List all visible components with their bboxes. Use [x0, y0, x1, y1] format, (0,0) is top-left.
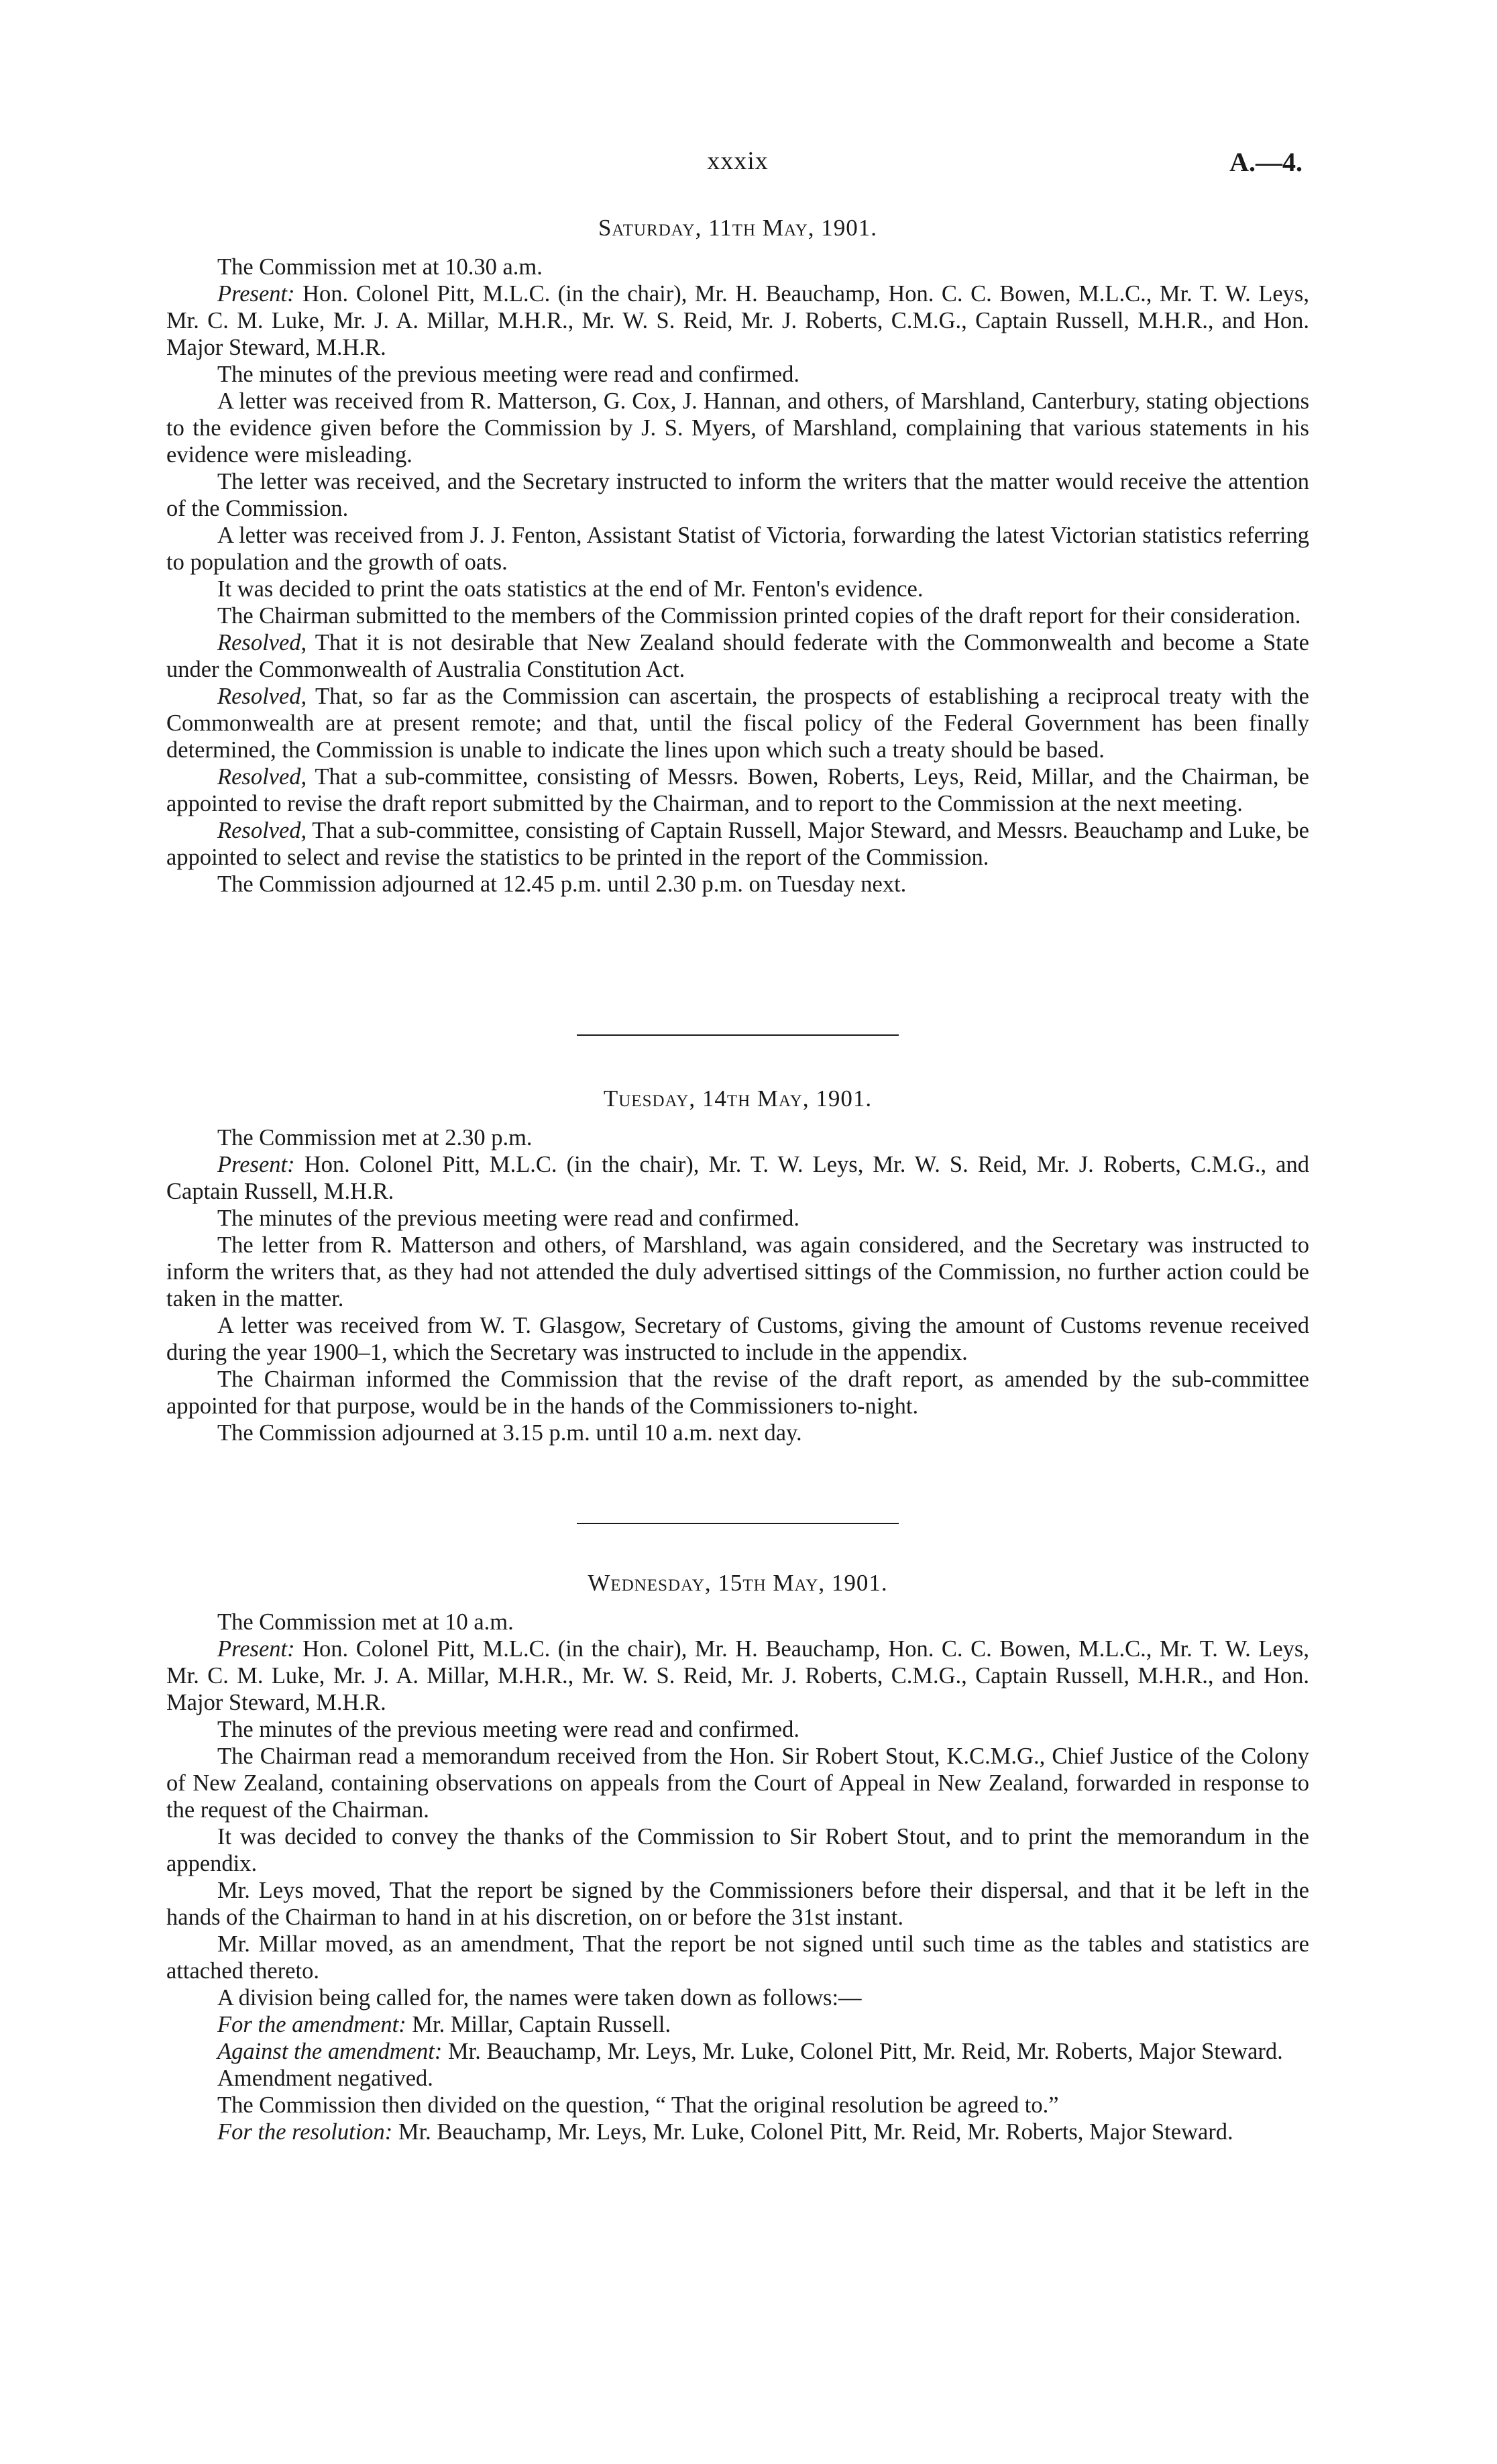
section-heading: Tuesday, 14th May, 1901.	[603, 1085, 873, 1112]
paragraph: A letter was received from J. J. Fenton, Assistant Statist of Victoria, forwarding the latest Victorian statistics referring to population and the growth of oats.	[166, 523, 1309, 575]
section-heading: Saturday, 11th May, 1901.	[598, 215, 878, 241]
paragraph-lead: Present:	[217, 1152, 295, 1177]
paragraph: The minutes of the previous meeting were read and confirmed.	[217, 1206, 799, 1231]
paragraph: Present: Hon. Colonel Pitt, M.L.C. (in the chair), Mr. T. W. Leys, Mr. W. S. Reid, Mr. J. Roberts, C.M.G., and Captain Russell, M.H.R.	[166, 1152, 1309, 1204]
paragraph: Mr. Millar moved, as an amendment, That the report be not signed until such time as the tables and statistics are attached thereto.	[166, 1931, 1309, 1984]
paragraph: Present: Hon. Colonel Pitt, M.L.C. (in the chair), Mr. H. Beauchamp, Hon. C. C. Bowen, M.L.C., Mr. T. W. Leys, Mr. C. M. Luke, Mr. J. A. Millar, M.H.R., Mr. W. S. Reid, Mr. J. Roberts, C.M.G., Captain Russell, M.H.R., and Hon. Major Steward, M.H.R.	[166, 281, 1309, 360]
paragraph: Against the amendment: Mr. Beauchamp, Mr. Leys, Mr. Luke, Colonel Pitt, Mr. Reid, Mr. Roberts, Major Steward.	[217, 2039, 1283, 2064]
paper-reference: A.—4.	[1229, 147, 1302, 177]
paragraph: The Commission met at 2.30 p.m.	[217, 1125, 533, 1150]
page-header	[166, 146, 1309, 180]
section-tuesday	[166, 1085, 1309, 1446]
paragraph: The Chairman informed the Commission that the revise of the draft report, as amended by the sub-committee appointed for that purpose, would be in the hands of the Commissioners to-night.	[166, 1367, 1309, 1419]
paragraph: The minutes of the previous meeting were read and confirmed.	[217, 362, 799, 387]
paragraph: A division being called for, the names were taken down as follows:—	[217, 1985, 862, 2011]
paragraph-lead: Against the amendment:	[217, 2039, 443, 2064]
paragraph: The Commission then divided on the question, “ That the original resolution be agreed to.”	[217, 2092, 1059, 2118]
paragraph: Present: Hon. Colonel Pitt, M.L.C. (in the chair), Mr. H. Beauchamp, Hon. C. C. Bowen, M.L.C., Mr. T. W. Leys, Mr. C. M. Luke, Mr. J. A. Millar, M.H.R., Mr. W. S. Reid, Mr. J. Roberts, C.M.G., Captain Russell, M.H.R., and Hon. Major Steward, M.H.R.	[166, 1636, 1309, 1715]
paragraph: It was decided to convey the thanks of the Commission to Sir Robert Stout, and to print the memorandum in the appendix.	[166, 1824, 1309, 1876]
paragraph: Resolved, That it is not desirable that New Zealand should federate with the Commonwealth and become a State under the Commonwealth of Australia Constitution Act.	[166, 630, 1309, 682]
paragraph: Resolved, That a sub-committee, consisting of Messrs. Bowen, Roberts, Leys, Reid, Millar, and the Chairman, be appointed to revise the draft report submitted by the Chairman, and to report to the Commission at the next meeting.	[166, 764, 1309, 816]
minutes-body	[166, 254, 1309, 898]
paragraph-lead: Resolved,	[217, 764, 307, 790]
section-heading: Wednesday, 15th May, 1901.	[588, 1570, 888, 1596]
page-number: xxxix	[707, 147, 769, 175]
paragraph: The Commission adjourned at 3.15 p.m. until 10 a.m. next day.	[217, 1420, 802, 1446]
paragraph: Resolved, That a sub-committee, consisting of Captain Russell, Major Steward, and Messrs. Beauchamp and Luke, be appointed to select and revise the statistics to be printed in the report of the Commission.	[166, 818, 1309, 870]
section-saturday	[166, 215, 1309, 898]
paragraph: For the amendment: Mr. Millar, Captain Russell.	[217, 2012, 671, 2037]
paragraph: The Commission met at 10 a.m.	[217, 1609, 514, 1635]
paragraph: The letter from R. Matterson and others, of Marshland, was again considered, and the Secretary was instructed to inform the writers that, as they had not attended the duly advertised sittings of the Commission, no further action could be taken in the matter.	[166, 1232, 1309, 1311]
paragraph: Resolved, That, so far as the Commission can ascertain, the prospects of establishing a reciprocal treaty with the Commonwealth are at present remote; and that, until the fiscal policy of the Federal Government has been finally determined, the Commission is unable to indicate the lines upon which such a treaty should be based.	[166, 684, 1309, 763]
paragraph-lead: Resolved,	[217, 630, 307, 655]
section-wednesday	[166, 1570, 1309, 2145]
minutes-body	[166, 1124, 1309, 1446]
paragraph: It was decided to print the oats statistics at the end of Mr. Fenton's evidence.	[217, 576, 924, 602]
paragraph-lead: Present:	[217, 281, 295, 307]
paragraph: The Commission met at 10.30 a.m.	[217, 254, 543, 280]
paragraph-lead: Resolved,	[217, 818, 307, 843]
paragraph: Mr. Leys moved, That the report be signed by the Commissioners before their dispersal, and that it be left in the hands of the Chairman to hand in at his discretion, on or before the 31st instant.	[166, 1878, 1309, 1930]
paragraph: The minutes of the previous meeting were read and confirmed.	[217, 1717, 799, 1742]
paragraph: The Chairman submitted to the members of the Commission printed copies of the draft report for their consideration.	[217, 603, 1301, 629]
paragraph-lead: For the resolution:	[217, 2119, 393, 2145]
section-divider	[577, 1034, 899, 1036]
paragraph-lead: Present:	[217, 1636, 295, 1662]
paragraph: The letter was received, and the Secretary instructed to inform the writers that the matter would receive the attention of the Commission.	[166, 469, 1309, 521]
paragraph-lead: Resolved,	[217, 684, 307, 709]
section-divider	[577, 1523, 899, 1524]
paragraph: A letter was received from W. T. Glasgow, Secretary of Customs, giving the amount of Customs revenue received during the year 1900–1, which the Secretary was instructed to include in the appendix.	[166, 1313, 1309, 1365]
paragraph: A letter was received from R. Matterson, G. Cox, J. Hannan, and others, of Marshland, Canterbury, stating objections to the evidence given before the Commission by J. S. Myers, of Marshland, complaining that various statements in his evidence were misleading.	[166, 388, 1309, 468]
paragraph: The Chairman read a memorandum received from the Hon. Sir Robert Stout, K.C.M.G., Chief Justice of the Colony of New Zealand, containing observations on appeals from the Court of Appeal in New Zealand, forwarded in response to the request of the Chairman.	[166, 1744, 1309, 1823]
paragraph-lead: For the amendment:	[217, 2012, 406, 2037]
minutes-body	[166, 1609, 1309, 2145]
paragraph: The Commission adjourned at 12.45 p.m. until 2.30 p.m. on Tuesday next.	[217, 871, 907, 897]
paragraph: Amendment negatived.	[217, 2066, 433, 2091]
paragraph: For the resolution: Mr. Beauchamp, Mr. Leys, Mr. Luke, Colonel Pitt, Mr. Reid, Mr. Roberts, Major Steward.	[217, 2119, 1233, 2145]
